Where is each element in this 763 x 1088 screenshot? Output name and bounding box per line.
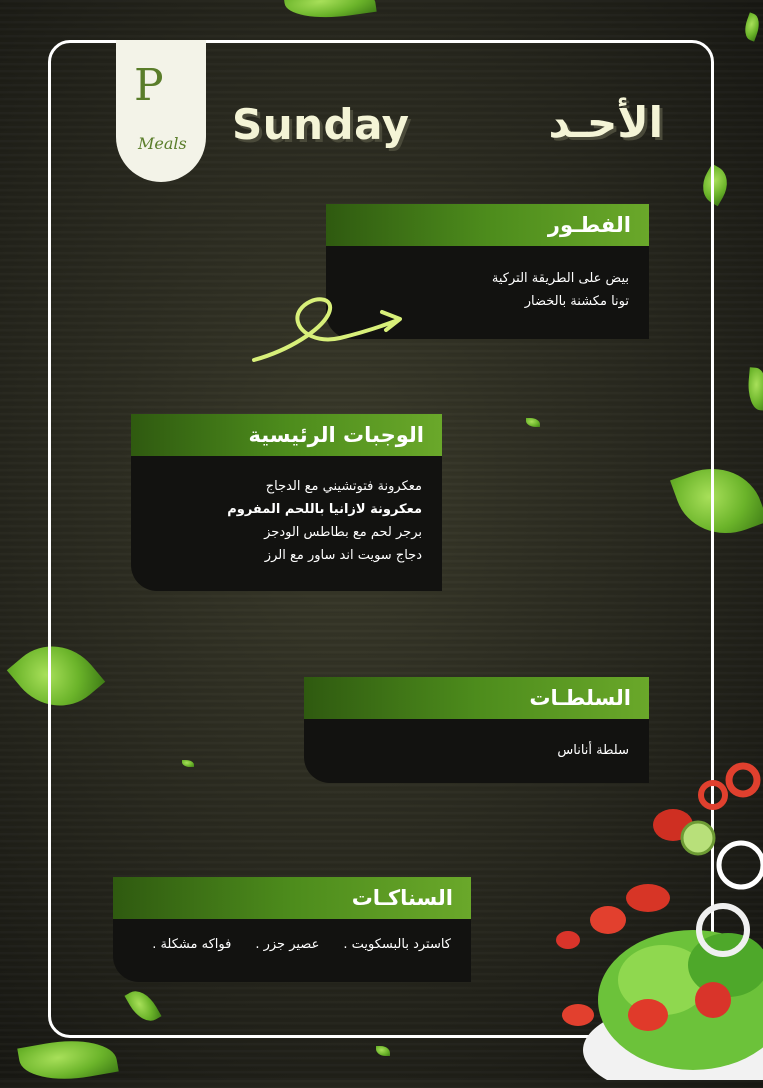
leaf-icon	[746, 367, 763, 411]
list-item: بيض على الطريقة التركية	[491, 271, 629, 286]
snacks-list	[113, 919, 471, 982]
list-item: كاسترد بالبسكويت .	[343, 937, 451, 952]
list-item: سلطة أناناس	[557, 743, 629, 758]
logo-name: Meals	[138, 134, 187, 153]
day-title-arabic: الأحـد	[548, 98, 663, 147]
leaf-icon	[376, 1046, 390, 1056]
logo-letter: P	[134, 60, 164, 111]
main-meals-list	[131, 456, 442, 591]
logo	[116, 40, 206, 182]
leaf-icon	[283, 0, 376, 24]
snacks-heading: السناكـات	[113, 877, 471, 919]
list-item: دجاج سويت اند ساور مع الرز	[264, 548, 422, 563]
breakfast-heading: الفطـور	[326, 204, 649, 246]
list-item: معكرونة لازانيا باللحم المفروم	[227, 502, 422, 517]
curly-arrow-icon	[250, 290, 410, 370]
list-item: عصير جزر .	[255, 937, 320, 952]
list-item: برجر لحم مع بطاطس الودجز	[264, 525, 422, 540]
salads-heading: السلطـات	[304, 677, 649, 719]
main-meals-section	[131, 414, 442, 591]
day-title-english: Sunday	[232, 100, 410, 149]
list-item: فواكه مشكلة .	[152, 937, 232, 952]
salad-bowl-icon	[553, 750, 763, 1080]
leaf-icon	[741, 12, 763, 41]
list-item: معكرونة فتوتشيني مع الدجاج	[265, 479, 422, 494]
snacks-section	[113, 877, 471, 982]
main-meals-heading: الوجبات الرئيسية	[131, 414, 442, 456]
list-item: تونا مكشنة بالخضار	[524, 294, 629, 309]
